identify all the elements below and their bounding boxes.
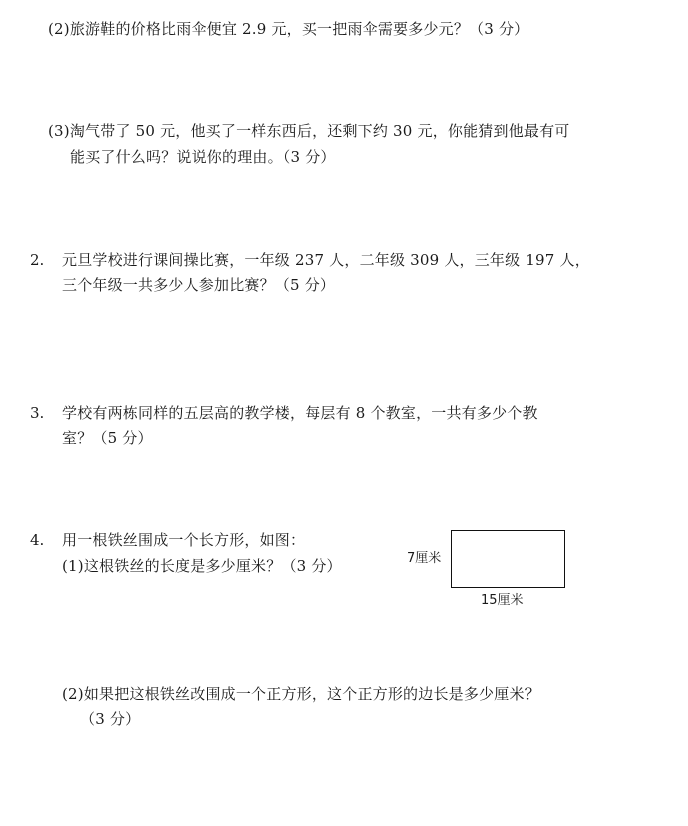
rect-height-label: 7厘米: [407, 551, 442, 566]
q2-line1: 元旦学校进行课间操比赛，一年级 237 人，二年级 309 人，三年级 197 人，: [62, 251, 590, 269]
q3-number: 3.: [30, 404, 45, 422]
q2-line2: 三个年级一共多少人参加比赛？（5 分）: [62, 276, 336, 294]
rectangle-figure: [451, 530, 565, 588]
q4-part2-line2: （3 分）: [80, 710, 141, 728]
q1-part2-text: (2)旅游鞋的价格比雨伞便宜 2.9 元，买一把雨伞需要多少元？（3 分）: [48, 20, 530, 38]
q2-number: 2.: [30, 251, 45, 269]
q3-line1: 学校有两栋同样的五层高的教学楼，每层有 8 个教室，一共有多少个教: [62, 404, 538, 422]
q4-part1: (1)这根铁丝的长度是多少厘米？（3 分）: [62, 557, 342, 575]
q4-part2-line1: (2)如果把这根铁丝改围成一个正方形，这个正方形的边长是多少厘米？: [62, 685, 540, 703]
q4-number: 4.: [30, 531, 45, 549]
q1-part3-line1: (3)淘气带了 50 元，他买了一样东西后，还剩下约 30 元，你能猜到他最有可: [48, 122, 570, 140]
q1-part3-line2: 能买了什么吗？说说你的理由。（3 分）: [70, 148, 336, 166]
rect-width-label: 15厘米: [481, 593, 524, 608]
q4-intro: 用一根铁丝围成一个长方形，如图：: [62, 531, 306, 549]
q3-line2: 室？（5 分）: [62, 429, 153, 447]
